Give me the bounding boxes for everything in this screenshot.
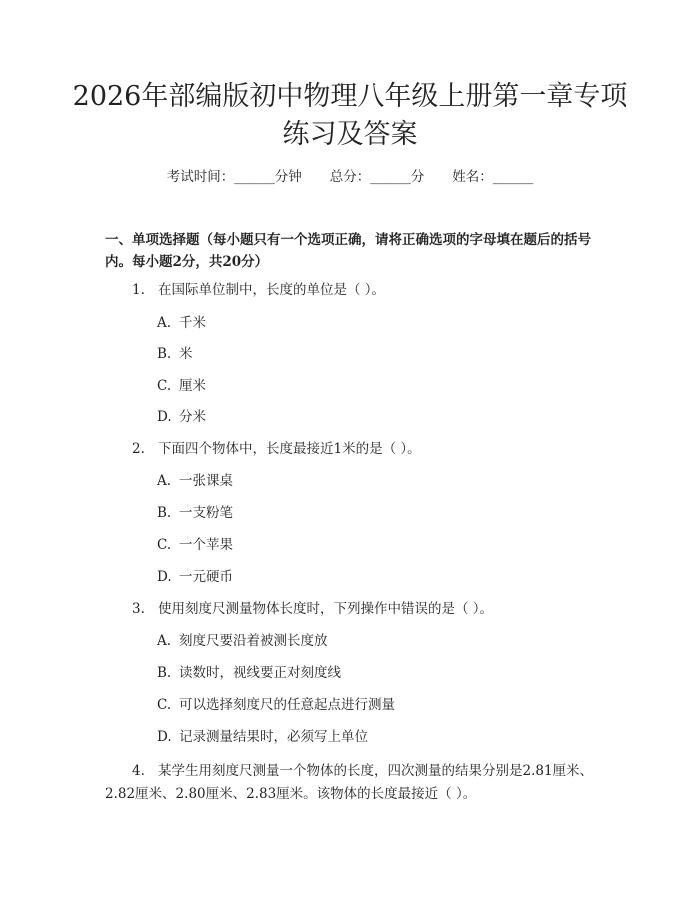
question-number: 3. [132,601,145,617]
option-letter: B. [157,665,172,681]
question-text: 某学生用刻度尺测量一个物体的长度，四次测量的结果分别是2.81厘米、2.82厘米、2.80厘米、2.83厘米。该物体的长度最接近（ ）。 [105,763,594,802]
question-4 [105,760,601,806]
option-text: 一元硬币 [179,569,233,585]
option-1d [157,407,206,427]
question-text: 下面四个物体中，长度最接近1米的是（ ）。 [158,441,421,457]
student-name-label: 姓名：______ [452,169,534,185]
question-number: 4. [132,763,145,779]
option-1b [157,344,193,364]
option-2a [157,471,233,491]
option-3a [157,631,328,651]
option-text: 可以选择刻度尺的任意起点进行测量 [179,697,395,713]
option-3c [157,695,395,715]
option-letter: D. [157,569,172,585]
option-2d [157,567,233,587]
option-1c [157,376,206,396]
option-letter: D. [157,409,172,425]
option-letter: B. [157,505,172,521]
option-text: 千米 [179,315,206,331]
option-letter: B. [157,346,172,362]
question-number: 2. [132,441,145,457]
option-letter: C. [157,697,172,713]
option-text: 一个苹果 [179,537,233,553]
option-letter: A. [157,473,172,489]
option-letter: C. [157,378,172,394]
document-title: 2026年部编版初中物理八年级上册第一章专项练习及答案 [72,81,628,150]
option-text: 记录测量结果时，必须写上单位 [179,729,368,745]
option-text: 分米 [179,409,206,425]
option-letter: A. [157,633,172,649]
option-letter: C. [157,537,172,553]
option-text: 一张课桌 [179,473,233,489]
exam-time-label: 考试时间：______分钟 [166,169,302,185]
option-2b [157,503,233,523]
question-1 [132,280,385,300]
option-letter: D. [157,729,172,745]
option-letter: A. [157,315,172,331]
question-3 [132,599,493,619]
exam-meta [0,167,700,187]
option-3d [157,727,368,747]
question-2 [132,439,421,459]
option-text: 一支粉笔 [179,505,233,521]
question-number: 1. [132,282,145,298]
option-text: 米 [179,346,193,362]
section-heading: 一、单项选择题（每小题只有一个选项正确，请将正确选项的字母填在题后的括号内。每小题2分，共20分） [105,232,591,270]
question-text: 在国际单位制中，长度的单位是（ ）。 [158,282,386,298]
total-score-label: 总分：______分 [329,169,425,185]
option-text: 刻度尺要沿着被测长度放 [179,633,328,649]
question-text: 使用刻度尺测量物体长度时，下列操作中错误的是（ ）。 [158,601,494,617]
option-1a [157,313,206,333]
option-3b [157,663,341,683]
option-text: 读数时，视线要正对刻度线 [179,665,341,681]
option-text: 厘米 [179,378,206,394]
option-2c [157,535,233,555]
